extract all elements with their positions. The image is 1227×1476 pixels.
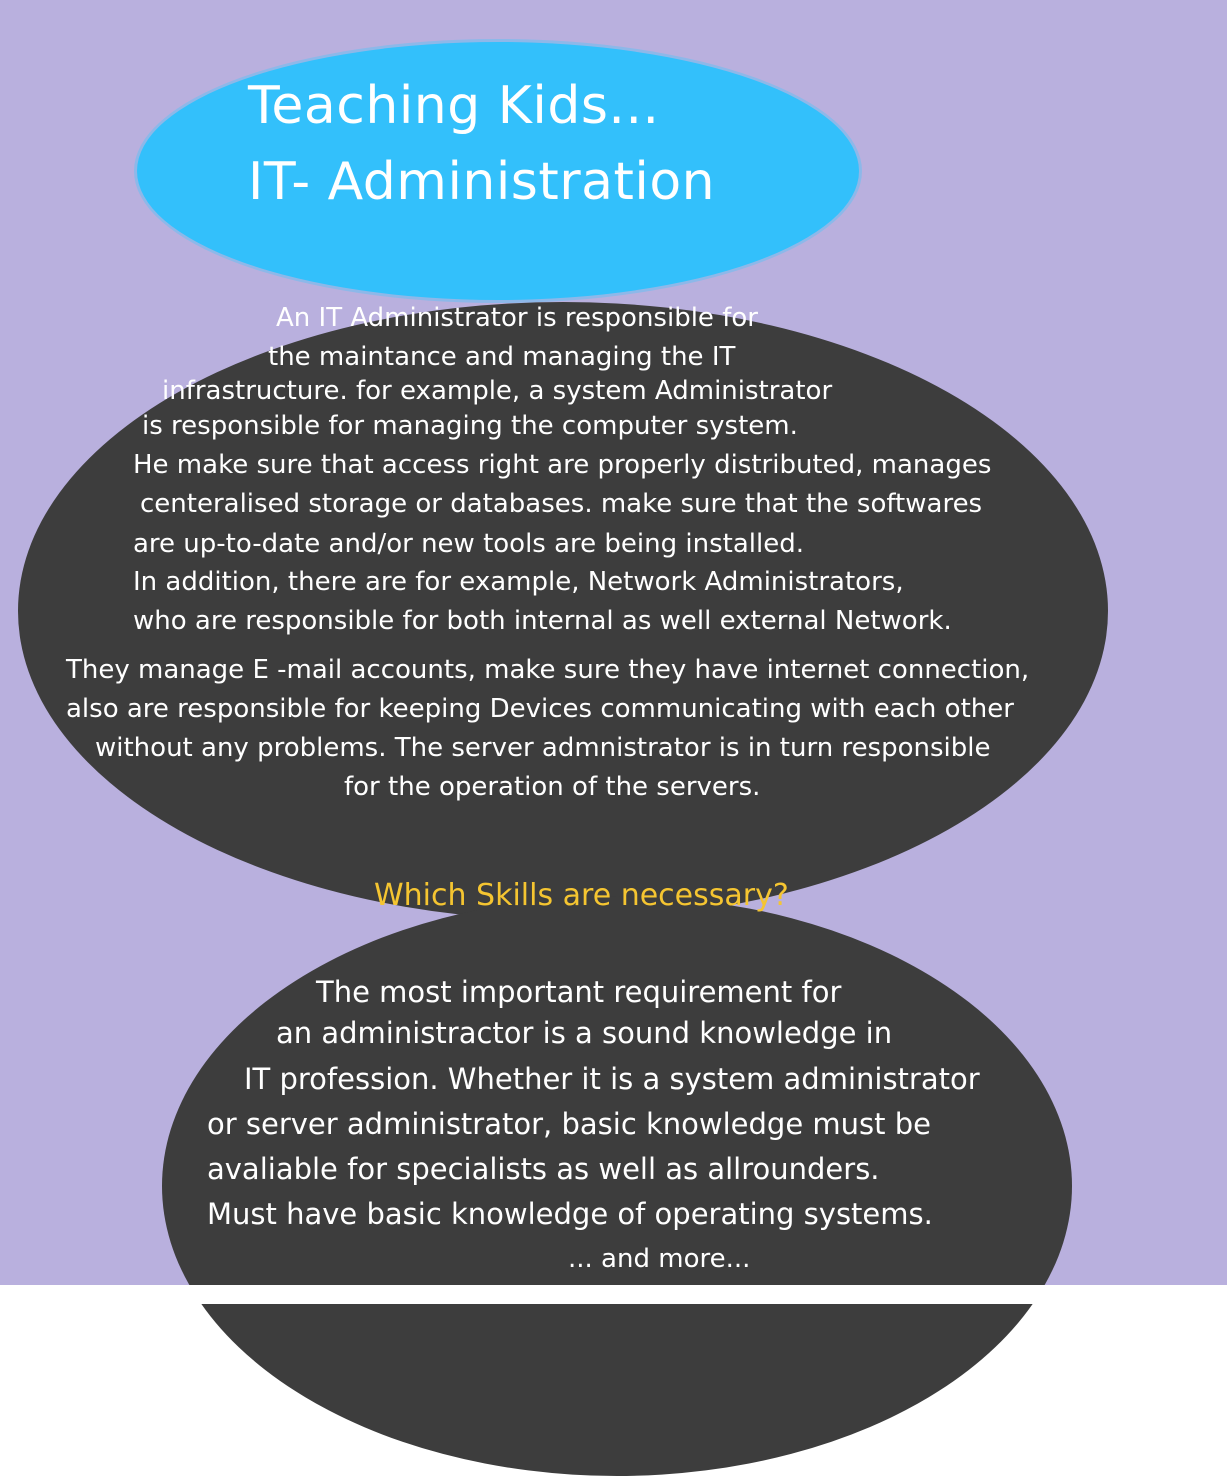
skills-line: or server administrator, basic knowledge must be [207,1107,931,1141]
description-line: for the operation of the servers. [344,772,761,802]
description-line: without any problems. The server admnistrator is in turn responsible [95,733,991,763]
skills-line: IT profession. Whether it is a system administrator [244,1062,980,1096]
description-line: infrastructure. for example, a system Administrator [162,376,833,406]
skills-line: an administractor is a sound knowledge in [276,1016,893,1050]
skills-line: Must have basic knowledge of operating systems. [207,1197,933,1231]
description-line: An IT Administrator is responsible for [276,303,758,333]
and-more-text: ... and more... [568,1244,751,1274]
title-line-2: IT- Administration [248,152,716,212]
description-line: He make sure that access right are properly distributed, manages [133,450,992,480]
description-line: are up-to-date and/or new tools are being installed. [133,529,804,559]
skills-line: The most important requirement for [316,975,842,1009]
title-line-1: Teaching Kids... [248,76,660,136]
description-line: They manage E -mail accounts, make sure they have internet connection, [66,655,1030,685]
description-line: is responsible for managing the computer system. [142,411,798,441]
description-line: also are responsible for keeping Devices communicating with each other [66,694,1014,724]
description-line: centeralised storage or databases. make sure that the softwares [140,489,983,519]
bottom-strip [0,1285,1227,1304]
description-line: the maintance and managing the IT [268,342,736,372]
skills-heading: Which Skills are necessary? [374,878,789,913]
description-line: who are responsible for both internal as well external Network. [133,606,952,636]
skills-line: avaliable for specialists as well as allrounders. [207,1152,880,1186]
description-line: In addition, there are for example, Network Administrators, [133,567,904,597]
